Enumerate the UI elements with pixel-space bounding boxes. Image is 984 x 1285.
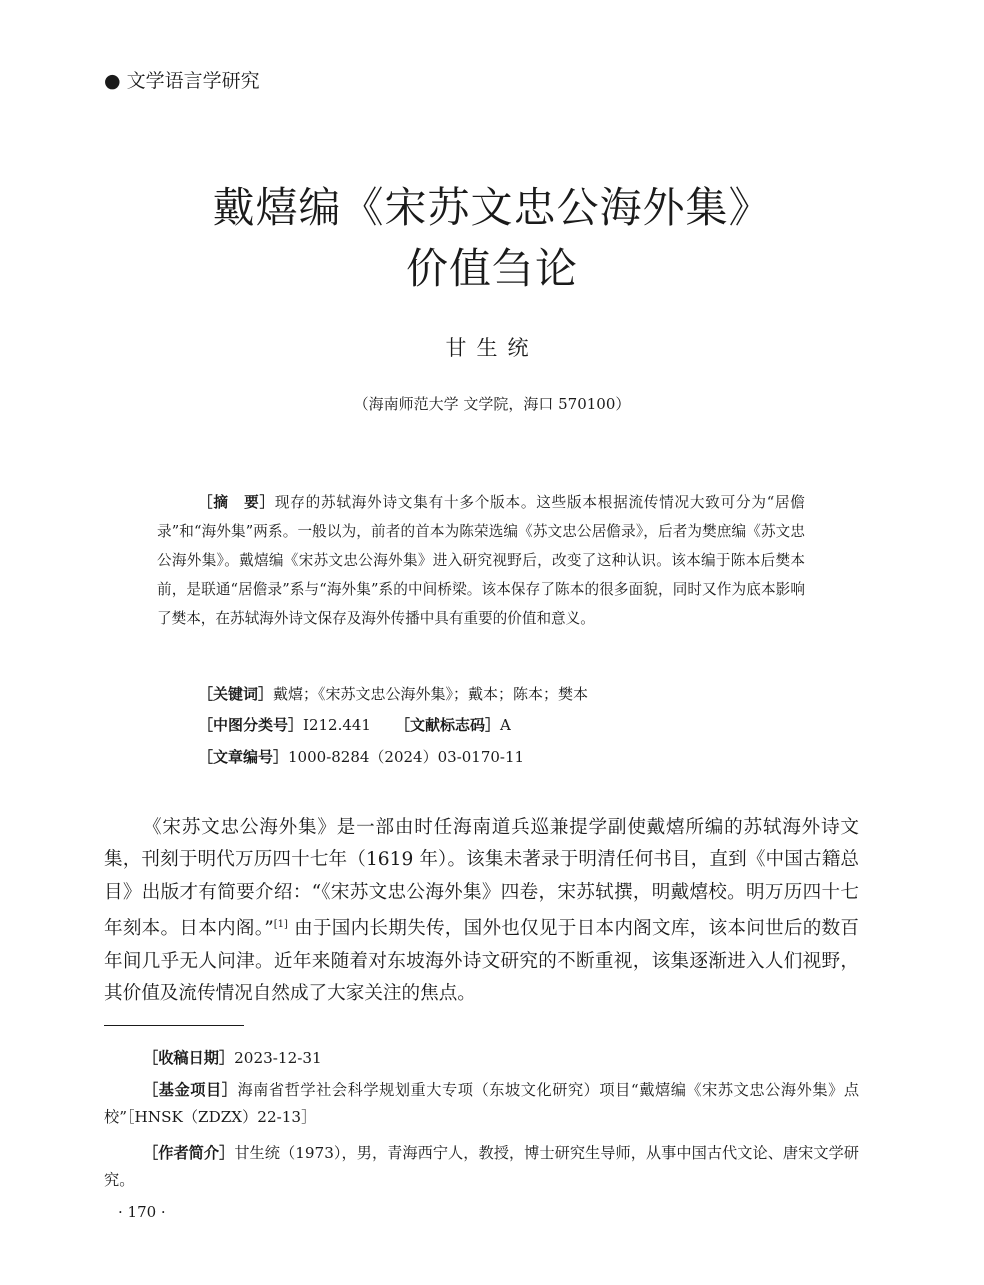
article-number-label: ［文章编号］ [198, 748, 289, 766]
author-name: 甘生统 [445, 336, 539, 360]
doc-code-value: A [500, 716, 511, 734]
abstract-text: 现存的苏轼海外诗文集有十多个版本。这些版本根据流传情况大致可分为“居儋录”和“海外集”两系。一般以为，前者的首本为陈荣选编《苏文忠公居儋录》，后者为樊庶编《苏文忠公海外集》。戴熺编《宋苏文忠公海外集》进入研究视野后，改变了这种认识。该本编于陈本后樊本前，是联通“居儋录”系与“海外集”系的中间桥梁。该本保存了陈本的很多面貌，同时又作为底本影响了樊本，在苏轼海外诗文保存及海外传播中具有重要的价值和意义。 [157, 494, 805, 627]
author-affiliation: （海南师范大学 文学院，海口 570100） [353, 395, 631, 413]
article-title-line-2: 价值刍论 [405, 244, 578, 293]
abstract-paragraph [157, 488, 805, 633]
footnote-fund [104, 1077, 859, 1131]
keywords-line [198, 683, 588, 704]
footnote-divider [104, 1025, 244, 1026]
author-bio-value: 甘生统（1973），男，青海西宁人，教授，博士研究生导师，从事中国古代文论、唐宋文学研究。 [104, 1144, 859, 1189]
received-value: 2023-12-31 [234, 1049, 322, 1067]
footnote-received [104, 1045, 859, 1072]
clc-value: I212.441 [303, 716, 371, 734]
author-bio-label: ［作者简介］ [143, 1144, 235, 1162]
abstract-block [157, 488, 805, 633]
fund-label: ［基金项目］ [143, 1081, 238, 1099]
body-text-part-2: 由于国内长期失传，国外也仅见于日本内阁文库，该本问世后的数百年间几乎无人问津。近年来随着对东坡海外诗文研究的不断重视，该集逐渐进入人们视野，其价值及流传情况自然成了大家关注的焦点。 [104, 918, 859, 1005]
clc-label: ［中图分类号］ [198, 716, 304, 734]
article-title-line-1: 戴熺编《宋苏文忠公海外集》 [212, 183, 772, 232]
received-label: ［收稿日期］ [143, 1049, 235, 1067]
footnote-author-bio [104, 1140, 859, 1194]
body-paragraph [104, 812, 859, 1011]
body-text-part-1: 《宋苏文忠公海外集》是一部由时任海南道兵巡兼提学副使戴熺所编的苏轼海外诗文集，刊刻于明代万历四十七年（1619 年）。该集未著录于明清任何书目，直到《中国古籍总目》出版才有简要介绍：“《宋苏文忠公海外集》四卷，宋苏轼撰，明戴熺校。明万历四十七年刻本。日本内阁。” [104, 817, 859, 940]
article-number-line [198, 746, 524, 767]
page-number: · 170 · [118, 1203, 166, 1221]
keywords-text: 戴熺；《宋苏文忠公海外集》；戴本；陈本；樊本 [273, 685, 589, 703]
fund-value: 海南省哲学社会科学规划重大专项（东坡文化研究）项目“戴熺编《宋苏文忠公海外集》点校”［HNSK（ZDZX）22-13］ [104, 1081, 860, 1126]
citation-ref[interactable]: [1] [273, 919, 288, 931]
keywords-label: ［关键词］ [198, 685, 274, 703]
classification-line [198, 714, 511, 735]
doc-code-label: ［文献标志码］ [394, 716, 500, 734]
abstract-label: ［摘 要］ [198, 494, 275, 511]
section-tag: ● 文学语言学研究 [104, 70, 260, 92]
article-number-value: 1000-8284（2024）03-0170-11 [288, 748, 525, 766]
